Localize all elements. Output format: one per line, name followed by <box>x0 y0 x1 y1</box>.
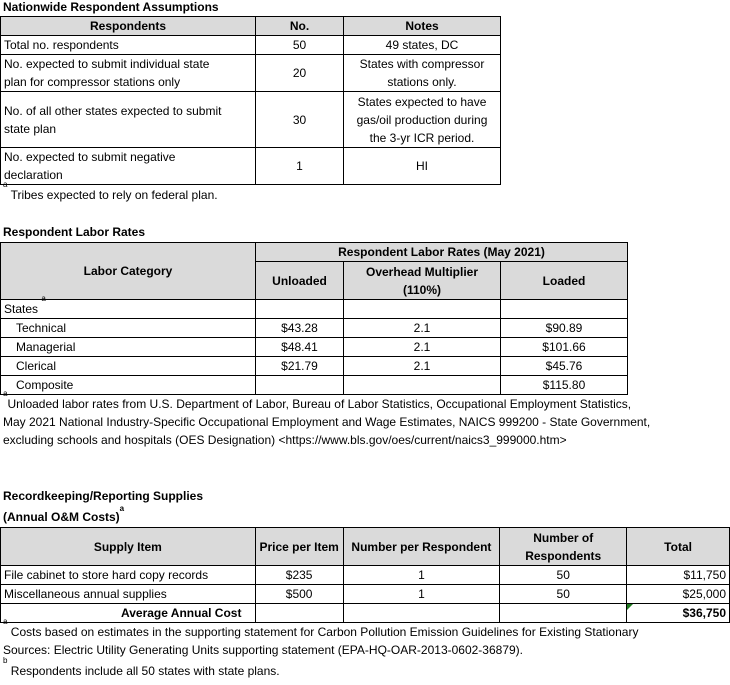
labor-category: Managerial <box>1 338 256 357</box>
table-row <box>1 92 501 148</box>
col-header-no: No. <box>256 17 344 36</box>
section2-footnote <box>3 389 651 449</box>
header-line: Overhead Multiplier <box>365 264 479 279</box>
footnote-line: Sources: Electric Utility Generating Units supporting statement (EPA-HQ-OAR-2013-0602-36879). <box>3 643 524 657</box>
footnote-mark: a <box>3 180 8 189</box>
row-no: 30 <box>256 92 344 148</box>
col-header-total: Total <box>627 528 730 566</box>
labor-category: Composite <box>1 376 256 395</box>
group-header-labor-rates: Respondent Labor Rates (May 2021) <box>256 243 628 262</box>
col-header-unloaded: Unloaded <box>256 262 344 300</box>
empty-cell <box>501 300 628 319</box>
row-notes-line: States with compressor <box>359 57 485 71</box>
labor-category: Clerical <box>1 357 256 376</box>
table-row <box>1 319 628 338</box>
footnote-mark: a <box>3 389 8 398</box>
table-row <box>1 357 628 376</box>
col-header-respondents <box>500 528 627 566</box>
footnote-text: Costs based on estimates in the supporting statement for Carbon Pollution Emission Guidelines for Existing Stationary <box>7 625 639 639</box>
section1-title: Nationwide Respondent Assumptions <box>3 0 219 14</box>
table-row <box>1 566 730 585</box>
table-row <box>1 300 628 319</box>
table-row <box>1 55 501 92</box>
empty-cell <box>255 604 343 623</box>
footnote-mark: b <box>3 656 8 665</box>
row-label-line: state plan <box>4 121 57 136</box>
section3-footnotes <box>3 617 639 680</box>
row-notes <box>344 92 501 148</box>
loaded-rate: $90.89 <box>501 319 628 338</box>
average-annual-cost-label: Average Annual Cost <box>1 604 256 623</box>
footnote-text: Respondents include all 50 states with state plans. <box>7 664 280 678</box>
states-label <box>1 294 256 319</box>
footnote-line <box>3 389 650 413</box>
empty-cell <box>256 300 344 319</box>
supply-item: Miscellaneous annual supplies <box>1 585 256 604</box>
respondent-assumptions-table <box>0 16 501 185</box>
overhead-multiplier: 2.1 <box>344 319 501 338</box>
respondents: 50 <box>500 566 627 585</box>
states-text: States <box>4 302 39 316</box>
loaded-rate: $115.80 <box>501 376 628 395</box>
table-row <box>1 36 501 55</box>
col-header-price: Price per Item <box>255 528 343 566</box>
section1-footnote <box>3 180 218 204</box>
total: $25,000 <box>627 585 730 604</box>
labor-rates-table <box>0 242 628 395</box>
cell-comment-marker <box>627 604 633 610</box>
col-header-labor-category: Labor Category <box>1 243 256 300</box>
row-label <box>1 148 256 185</box>
row-label <box>1 55 256 92</box>
price: $500 <box>255 585 343 604</box>
supply-item: File cabinet to store hard copy records <box>1 566 256 585</box>
row-label <box>1 92 256 148</box>
col-header-respondents: Respondents <box>1 17 256 36</box>
row-label: Total no. respondents <box>1 36 256 55</box>
col-header-overhead <box>344 262 501 300</box>
row-notes-line: the 3-yr ICR period. <box>369 130 475 145</box>
respondents: 50 <box>500 585 627 604</box>
row-label-line: No. expected to submit individual state <box>4 57 210 71</box>
supplies-table <box>0 527 730 623</box>
empty-cell <box>344 300 501 319</box>
footnote-line: excluding schools and hospitals (OES Designation) <https://www.bls.gov/oes/current/naics3_999000.htm> <box>3 433 567 447</box>
empty-cell <box>500 604 627 623</box>
row-no: 20 <box>256 55 344 92</box>
row-notes-line: stations only. <box>387 75 457 89</box>
footnote-text: Unloaded labor rates from U.S. Department of Labor, Bureau of Labor Statistics, Occupational Employment Statistics, <box>7 397 632 411</box>
overhead-multiplier: 2.1 <box>344 357 501 376</box>
header-line: (110%) <box>402 282 442 297</box>
table-row <box>1 338 628 357</box>
row-label-line: No. expected to submit negative <box>4 150 176 164</box>
row-notes <box>344 55 501 92</box>
footnote-mark: a <box>3 617 8 626</box>
table-row <box>1 585 730 604</box>
col-header-notes: Notes <box>344 17 501 36</box>
col-header-supply-item: Supply Item <box>1 528 256 566</box>
labor-category: Technical <box>1 319 256 338</box>
header-line: Respondents <box>525 548 602 563</box>
unloaded-rate <box>256 376 344 395</box>
total: $11,750 <box>627 566 730 585</box>
empty-cell <box>343 604 500 623</box>
col-header-number-per-respondent: Number per Respondent <box>343 528 500 566</box>
footnote-line <box>3 656 638 680</box>
total-value: $36,750 <box>682 606 726 620</box>
loaded-rate: $45.76 <box>501 357 628 376</box>
subtitle-text: (Annual O&M Costs) <box>3 510 120 524</box>
table-row <box>1 376 628 395</box>
table-row <box>1 604 730 623</box>
footnote-mark: a <box>119 504 125 513</box>
overhead-multiplier: 2.1 <box>344 338 501 357</box>
row-notes: 49 states, DC <box>344 36 501 55</box>
row-label-line: No. of all other states expected to submit <box>4 103 222 118</box>
row-notes-line: States expected to have <box>357 94 487 109</box>
footnote-line <box>3 617 639 641</box>
section3-subtitle <box>3 504 125 524</box>
row-no: 1 <box>256 148 344 185</box>
table-row <box>1 148 501 185</box>
row-no: 50 <box>256 36 344 55</box>
number-per-respondent: 1 <box>343 566 500 585</box>
loaded-rate: $101.66 <box>501 338 628 357</box>
average-annual-cost-total <box>627 604 730 623</box>
price: $235 <box>255 566 343 585</box>
row-notes-line: gas/oil production during <box>356 112 488 127</box>
unloaded-rate: $48.41 <box>256 338 344 357</box>
section2-title: Respondent Labor Rates <box>3 225 146 239</box>
header-line: Number of <box>533 530 594 545</box>
section3-title: Recordkeeping/Reporting Supplies <box>3 489 204 503</box>
col-header-loaded: Loaded <box>501 262 628 300</box>
footnote-line: May 2021 National Industry-Specific Occupational Employment and Wage Estimates, NAICS 999200 - State Government, <box>3 415 651 429</box>
row-notes: HI <box>344 148 501 185</box>
unloaded-rate: $21.79 <box>256 357 344 376</box>
overhead-multiplier <box>344 376 501 395</box>
row-label-line: declaration <box>4 168 63 182</box>
row-label-line: plan for compressor stations only <box>4 75 181 89</box>
footnote-text: Tribes expected to rely on federal plan. <box>7 188 218 202</box>
number-per-respondent: 1 <box>343 585 500 604</box>
footnote-mark: a <box>41 294 46 303</box>
unloaded-rate: $43.28 <box>256 319 344 338</box>
